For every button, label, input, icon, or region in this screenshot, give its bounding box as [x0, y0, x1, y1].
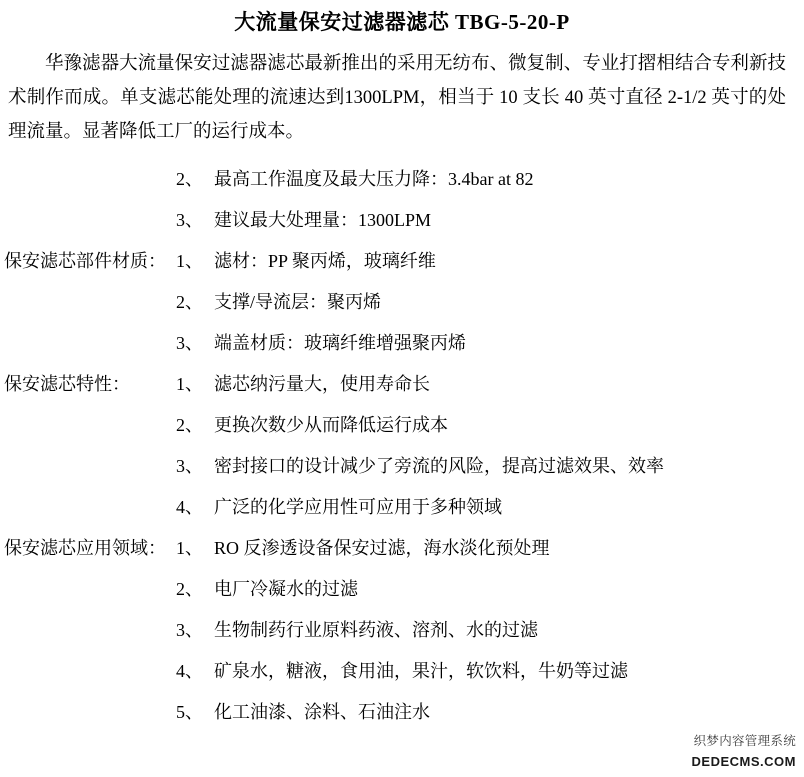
list-item-text: 支撑/导流层：聚丙烯: [214, 292, 382, 313]
list-item-number: 2、: [176, 415, 203, 436]
list-item-number: 3、: [176, 620, 203, 641]
footer-site: DEDECMS.COM: [691, 754, 796, 769]
list-item: [0, 159, 804, 200]
list-item-number: 2、: [176, 579, 203, 600]
list-item: [0, 323, 804, 364]
list-item: [0, 692, 804, 733]
list-item-text: 建议最大处理量：1300LPM: [214, 210, 432, 231]
list-item: [0, 651, 804, 692]
list-item-text: 最高工作温度及最大压力降：3.4bar at 82: [214, 169, 534, 190]
list-item-text: RO 反渗透设备保安过滤，海水淡化预处理: [214, 538, 550, 559]
footer-credit: 织梦内容管理系统: [693, 734, 796, 748]
list-item-text: 生物制药行业原料药液、溶剂、水的过滤: [214, 620, 538, 641]
list-item: [0, 610, 804, 651]
list-item-text: 化工油漆、涂料、石油注水: [214, 702, 430, 723]
list-item-label: 保安滤芯特性：: [4, 374, 130, 395]
document-page: [0, 8, 804, 777]
list-item-text: 端盖材质：玻璃纤维增强聚丙烯: [214, 333, 466, 354]
list-item-text: 滤材：PP 聚丙烯，玻璃纤维: [214, 251, 436, 272]
list-item-number: 3、: [176, 456, 203, 477]
list-item-number: 3、: [176, 333, 203, 354]
list-item-number: 4、: [176, 661, 203, 682]
list-item: [0, 364, 804, 405]
page-title: 大流量保安过滤器滤芯 TBG-5-20-P: [234, 10, 570, 34]
list-item-number: 1、: [176, 251, 203, 272]
list-item: [0, 528, 804, 569]
spec-list: [0, 159, 804, 733]
list-item: [0, 200, 804, 241]
list-item-number: 2、: [176, 169, 203, 190]
list-item: [0, 282, 804, 323]
list-item-number: 1、: [176, 538, 203, 559]
list-item: [0, 405, 804, 446]
list-item-label: 保安滤芯部件材质：: [4, 251, 166, 272]
list-item: [0, 446, 804, 487]
intro-paragraph: 华豫滤器大流量保安过滤器滤芯最新推出的采用无纺布、微复制、专业打摺相结合专利新技术制作而成。单支滤芯能处理的流速达到1300LPM，相当于 10 支长 40 英寸直径 2-1/2 英寸的处理流量。显著降低工厂的运行成本。: [8, 54, 786, 143]
list-item-number: 3、: [176, 210, 203, 231]
list-item: [0, 569, 804, 610]
list-item-text: 更换次数少从而降低运行成本: [214, 415, 448, 436]
list-item-number: 1、: [176, 374, 203, 395]
list-item-label: 保安滤芯应用领域：: [4, 538, 166, 559]
list-item-text: 矿泉水，糖液，食用油，果汁，软饮料，牛奶等过滤: [214, 661, 628, 682]
list-item-number: 2、: [176, 292, 203, 313]
list-item-text: 密封接口的设计减少了旁流的风险，提高过滤效果、效率: [214, 456, 664, 477]
list-item: [0, 241, 804, 282]
list-item-text: 电厂冷凝水的过滤: [214, 579, 358, 600]
list-item-number: 5、: [176, 702, 203, 723]
list-item-text: 滤芯纳污量大，使用寿命长: [214, 374, 430, 395]
list-item: [0, 487, 804, 528]
list-item-number: 4、: [176, 497, 203, 518]
list-item-text: 广泛的化学应用性可应用于多种领域: [214, 497, 502, 518]
